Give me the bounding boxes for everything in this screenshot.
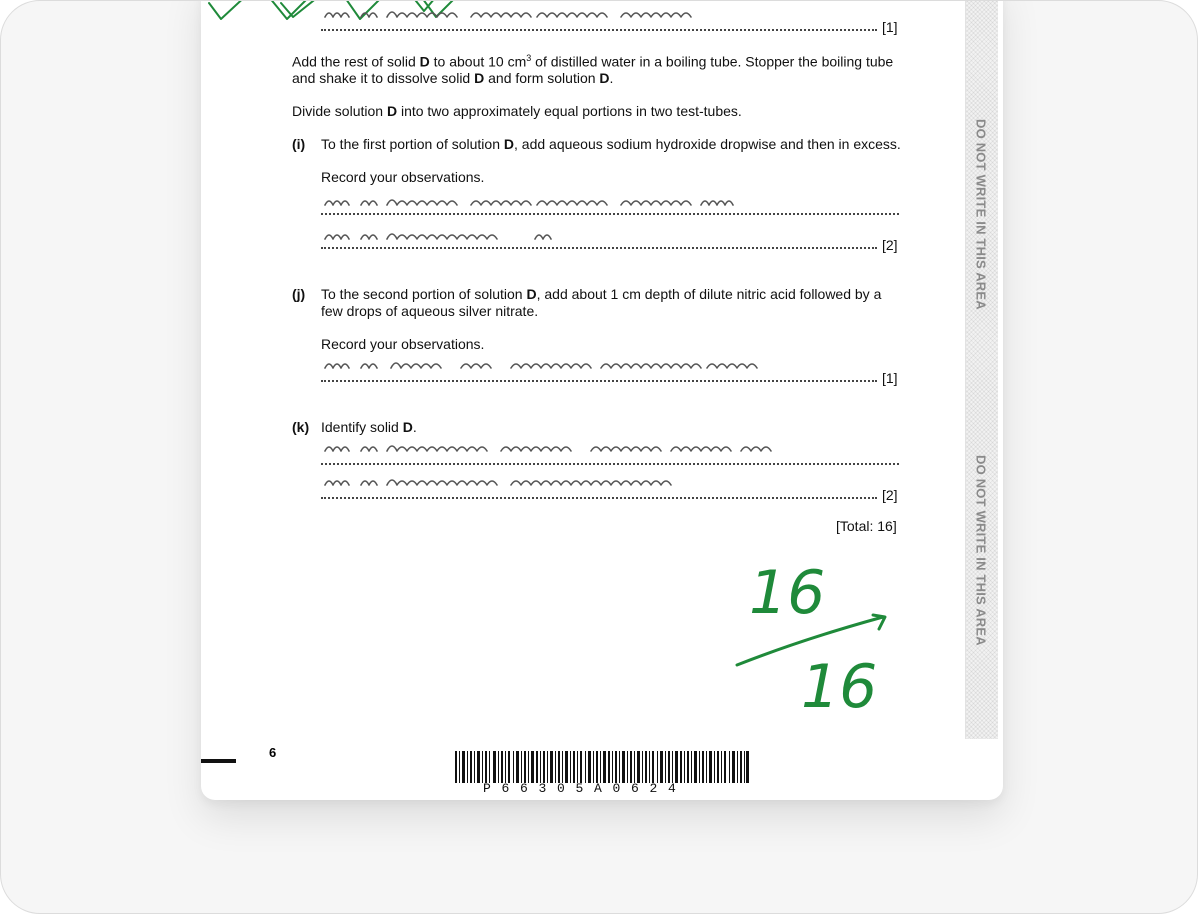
question-j-text: To the second portion of solution D, add about 1 cm depth of dilute nitric acid followed by a [321,286,882,302]
question-label-i: (i) [292,136,306,152]
score-denominator: 16 [801,652,878,722]
barcode-number: P66305A0624 [483,781,687,796]
mark-allocation: [2] [882,237,898,253]
mark-allocation: [2] [882,487,898,503]
handwritten-answer-k-1 [321,437,861,461]
question-label-k: (k) [292,419,310,435]
answer-line [321,380,877,382]
footer-rule [201,759,236,763]
handwritten-answer-i-1 [321,191,801,215]
handwritten-answer-k-2 [321,471,721,495]
answer-line [321,497,877,499]
margin-warning-text: DO NOT WRITE IN THIS AREA [973,119,989,310]
instruction-line-1: Add the rest of solid D to about 10 $cm^3$ of distilled water in a boiling tube. Stopper the boiling tube [292,53,894,70]
answer-line [321,247,877,249]
mark-allocation: [1] [882,370,898,386]
instruction-line-2: and shake it to dissolve solid D and form solution D. [292,70,614,86]
question-k-text: Identify solid D. [321,419,417,435]
exam-page [201,0,1003,800]
answer-line [321,463,899,465]
barcode [455,751,749,783]
instruction-line-3: Divide solution D into two approximately equal portions in two test-tubes. [292,103,742,119]
handwritten-answer-i-2 [321,225,581,249]
answer-line [321,213,899,215]
record-observations-j: Record your observations. [321,336,485,352]
answer-line [321,29,877,31]
question-label-j: (j) [292,286,306,302]
tick-mark-icon [201,0,261,27]
margin-warning-text: DO NOT WRITE IN THIS AREA [973,455,989,646]
total-marks: [Total: 16] [836,518,897,534]
page-number: 6 [269,745,277,760]
question-j-text-2: few drops of aqueous silver nitrate. [321,303,539,319]
handwritten-answer-j [321,354,851,378]
record-observations-i: Record your observations. [321,169,485,185]
mark-allocation: [1] [882,19,898,35]
score-numerator: 16 [749,558,826,628]
question-i-text: To the first portion of solution D, add aqueous sodium hydroxide dropwise and then in excess. [321,136,901,152]
handwritten-answer-h [321,3,801,27]
